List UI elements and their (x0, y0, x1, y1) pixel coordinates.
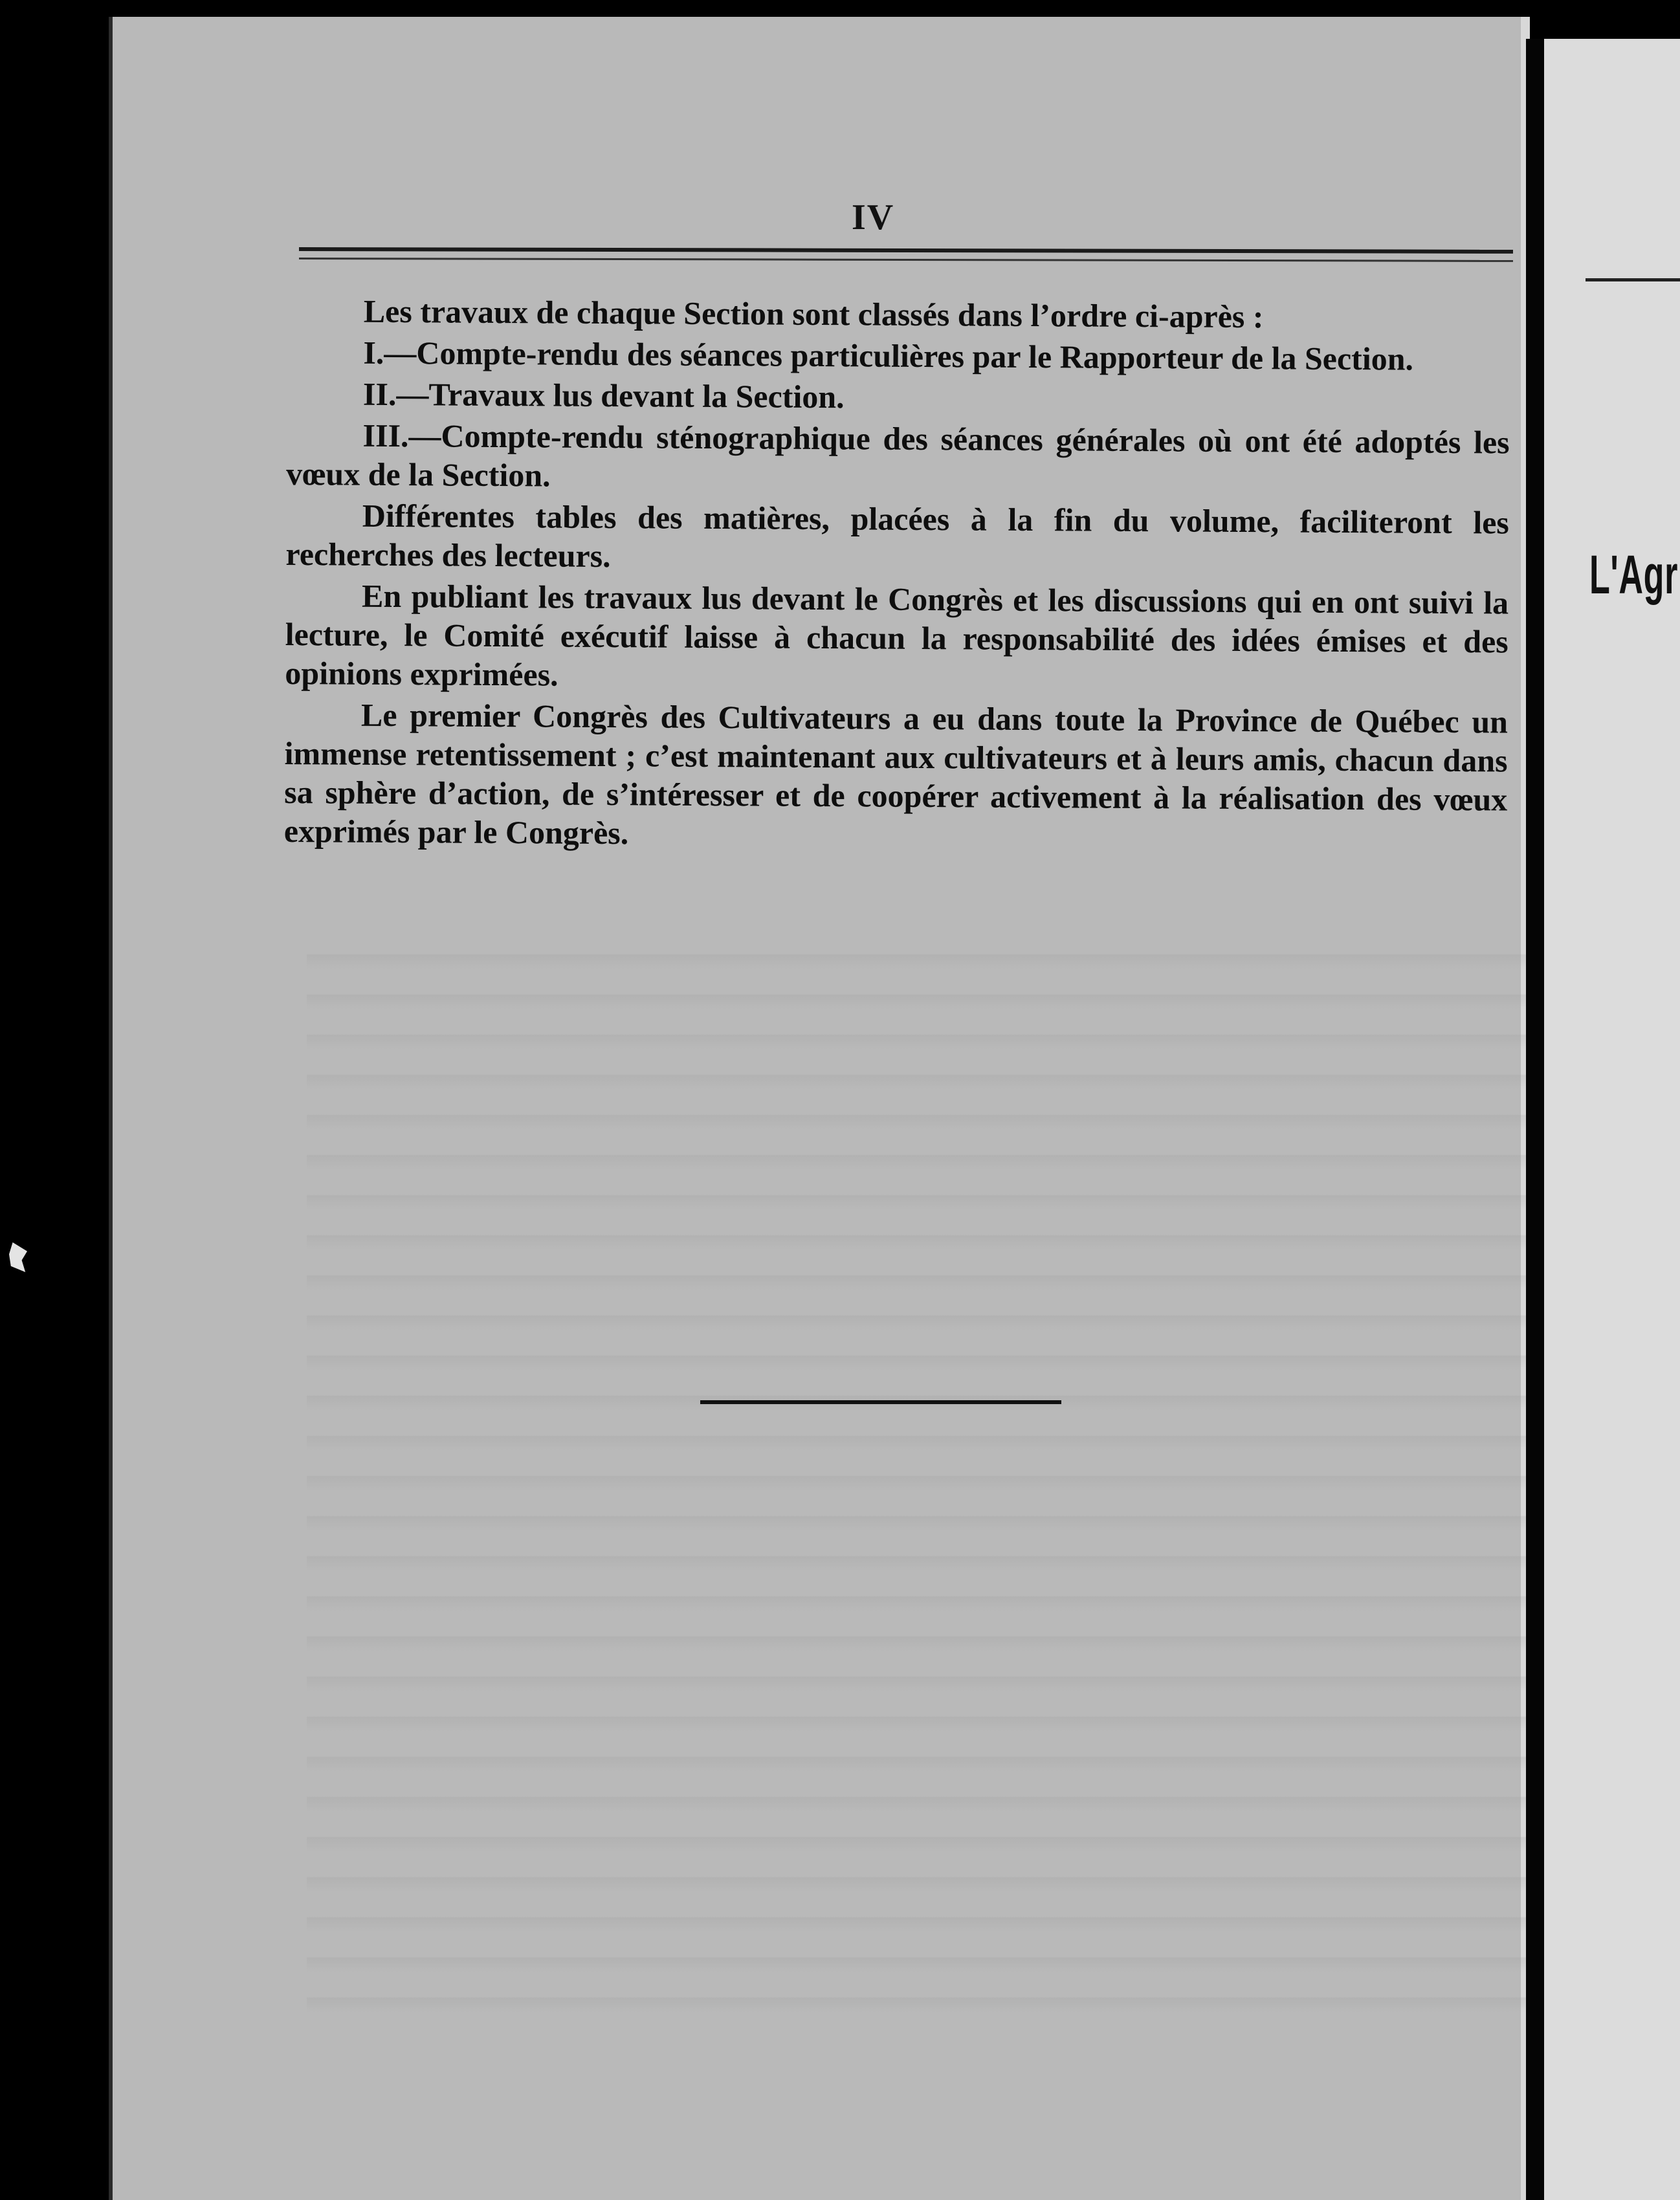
paragraph: I.—Compte-rendu des séances particulières par le Rapporteur de la Section. (363, 334, 1414, 377)
right-page-title-fragment: L'Agr (1589, 544, 1678, 605)
right-page-header-rule (1586, 278, 1680, 281)
body-text (284, 291, 1510, 861)
paragraph: III.—Compte-rendu sténographique des séances générales où ont été adoptés les vœux de la Section. (286, 417, 1510, 494)
scan-edge-mark (9, 1242, 27, 1272)
page-number: IV (852, 197, 895, 237)
right-page (1544, 39, 1680, 2200)
paragraph: Différentes tables des matières, placées à la fin du volume, faciliteront les recherches des lecteurs. (285, 497, 1510, 575)
paragraph: II.—Travaux lus devant la Section. (362, 375, 845, 415)
bleed-through-text (307, 936, 1588, 2036)
paragraph: En publiant les travaux lus devant le Congrès et les discussions qui en ont suivi la lecture, le Comité exécutif laisse à chacun la responsabilité des idées émises et des opinions exprimées. (285, 577, 1509, 693)
page-gutter (1526, 39, 1544, 2200)
paragraph: Les travaux de chaque Section sont classés dans l’ordre ci-après : (363, 292, 1264, 335)
paragraph: Le premier Congrès des Cultivateurs a eu dans toute la Province de Québec un immense retentissement ; c’est maintenant aux cultivateurs et à leurs amis, chacun dans sa sphère d’action, de s’intéresser et de coopérer activement à la réalisation des vœux exprimés par le Congrès. (283, 696, 1509, 852)
closing-rule (700, 1400, 1061, 1404)
